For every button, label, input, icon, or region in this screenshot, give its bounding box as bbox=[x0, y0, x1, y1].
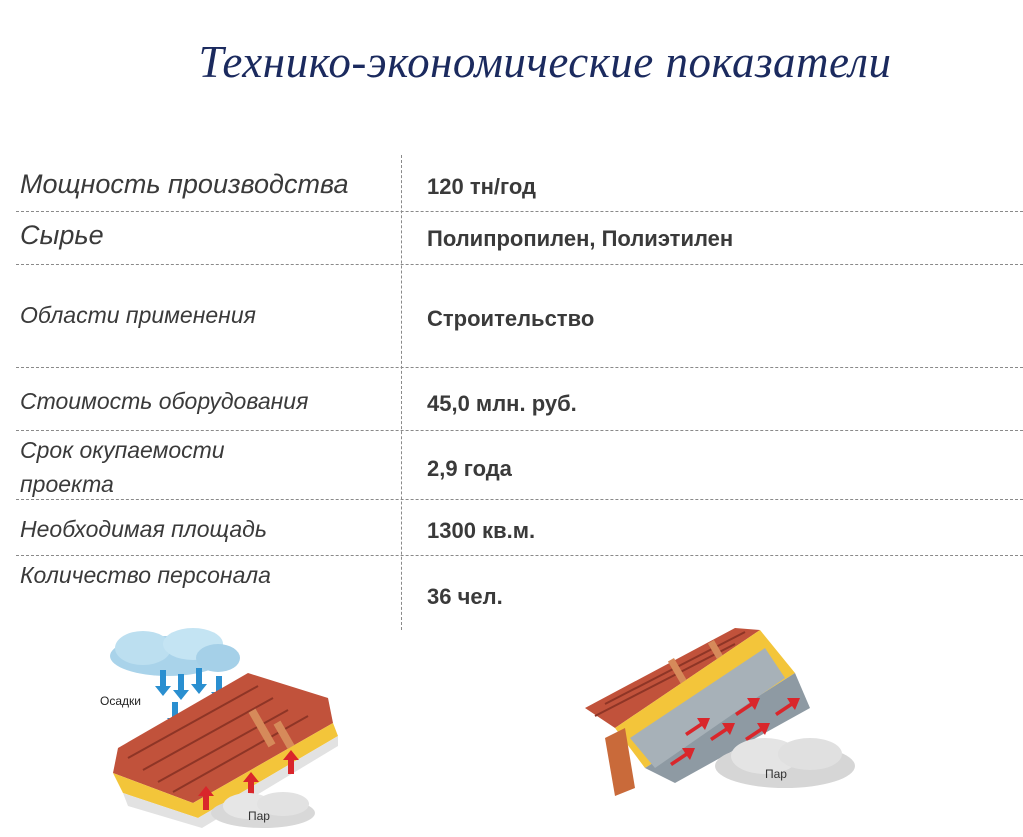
rain-cloud-icon bbox=[110, 628, 240, 676]
row-value: Полипропилен, Полиэтилен bbox=[427, 226, 734, 251]
table-row bbox=[16, 499, 1023, 555]
table-row bbox=[16, 555, 1023, 631]
table-row bbox=[16, 155, 1023, 211]
row-label: Мощность производства bbox=[20, 169, 349, 199]
row-value: Строительство bbox=[427, 306, 595, 331]
row-label: Необходимая площадь bbox=[20, 516, 267, 542]
roof-precipitation-illustration bbox=[98, 628, 358, 833]
table-row bbox=[16, 264, 1023, 367]
row-value: 1300 кв.м. bbox=[427, 518, 536, 543]
row-label: Области применения bbox=[20, 302, 256, 328]
roof-vapor-illustration bbox=[585, 618, 865, 798]
table-row bbox=[16, 367, 1023, 430]
row-value: 2,9 года bbox=[427, 456, 512, 481]
table-row bbox=[16, 430, 1023, 499]
indicators-table bbox=[16, 155, 1023, 631]
row-value: 120 тн/год bbox=[427, 174, 536, 199]
precipitation-label: Осадки bbox=[100, 694, 141, 708]
row-label: Количество персонала bbox=[20, 562, 271, 588]
row-label-line2: проекта bbox=[20, 471, 114, 497]
vapor-label-left: Пар bbox=[248, 809, 270, 823]
page-title: Технико-экономические показатели bbox=[198, 37, 892, 87]
table-row bbox=[16, 211, 1023, 264]
row-value: 45,0 млн. руб. bbox=[427, 391, 577, 416]
vapor-label-right: Пар bbox=[765, 767, 787, 781]
row-label: Стоимость оборудования bbox=[20, 388, 309, 414]
row-label-line1: Срок окупаемости bbox=[20, 437, 225, 463]
row-value: 36 чел. bbox=[427, 584, 503, 609]
row-label: Сырье bbox=[20, 220, 104, 250]
